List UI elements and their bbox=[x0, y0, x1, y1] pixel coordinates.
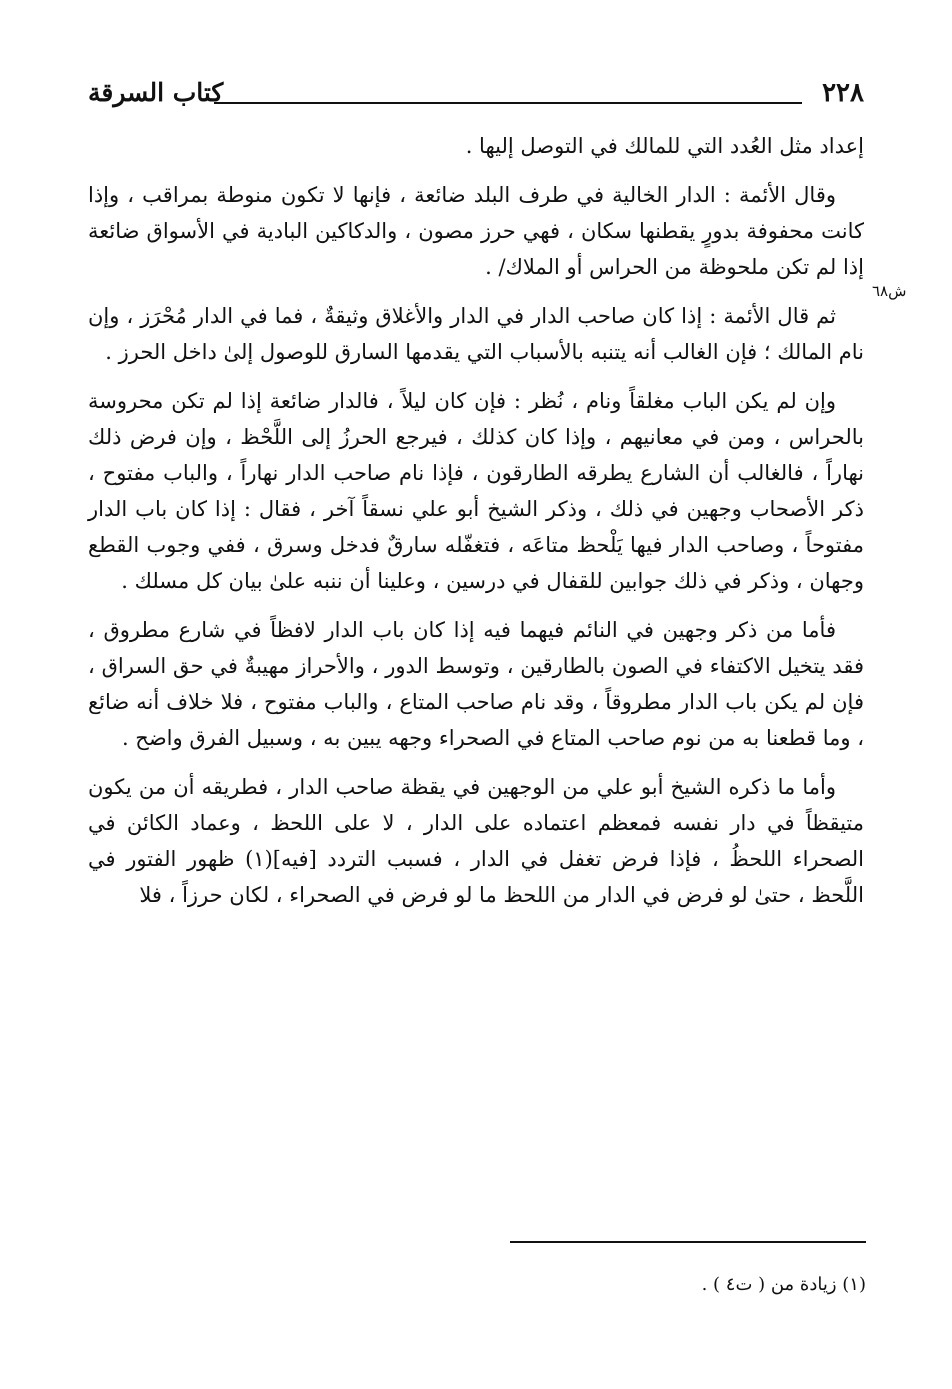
paragraph-2: وقال الأئمة : الدار الخالية في طرف البلد ضائعة ، فإنها لا تكون منوطة بمراقب ، وإذا كانت محفوفة بدورٍ يقطنها سكان ، فهي حرز مصون ، والدكاكين البادية في الأسواق ضائعة إذا لم تكن ملحوظة من الحراس أو الملاك/ . bbox=[88, 183, 864, 279]
margin-note: ش٦٨ bbox=[872, 282, 907, 300]
page-header bbox=[88, 78, 864, 118]
paragraph-4: وإن لم يكن الباب مغلقاً ونام ، نُظر : فإن كان ليلاً ، فالدار ضائعة إذا لم تكن محروسة بالحراس ، ومن في معانيهم ، وإذا كان كذلك ، فيرجع الحرزُ إلى اللَّحْظ ، وإن فرض ذلك نهاراً ، فالغالب أن الشارع يطرقه الطارقون ، فإذا نام صاحب الدار نهاراً ، والباب مفتوح ، ذكر الأصحاب وجهين في ذلك ، وذكر الشيخ أبو علي نسقاً آخر ، فقال : إذا كان باب الدار مفتوحاً ، وصاحب الدار فيها يَلْحظ متاعَه ، فتغفّله سارقٌ فدخل وسرق ، ففي وجوب القطع وجهان ، وذكر في ذلك جوابين للقفال في درسين ، وعلينا أن ننبه علىٰ بيان كل مسلك . bbox=[88, 389, 864, 593]
paragraph-5: فأما من ذكر وجهين في النائم فيهما فيه إذا كان باب الدار لافظاً في شارع مطروق ، فقد يتخيل الاكتفاء في الصون بالطارقين ، وتوسط الدور ، والأحراز مهيبةٌ في حق السراق ، فإن لم يكن باب الدار مطروقاً ، وقد نام صاحب المتاع ، والباب مفتوح ، فلا خلاف أنه ضائع ، وما قطعنا به من نوم صاحب المتاع في الصحراء وجهه يبين به ، وسبيل الفرق واضح . bbox=[88, 618, 864, 750]
footnote: (١) زيادة من ( ت٤ ) . bbox=[701, 1274, 866, 1295]
main-text bbox=[88, 128, 864, 926]
page-number: ٢٢٨ bbox=[822, 78, 864, 108]
paragraph-1: إعداد مثل العُدد التي للمالك في التوصل إليها . bbox=[465, 134, 864, 158]
header-rule bbox=[214, 102, 802, 104]
paragraph-6: وأما ما ذكره الشيخ أبو علي من الوجهين في يقظة صاحب الدار ، فطريقه أن من يكون متيقظاً في دار نفسه فمعظم اعتماده على الدار ، لا على اللحظ ، وعماد الكائن في الصحراء اللحظُ ، فإذا فرض تغفل في الدار ، فسبب التردد [فيه](١) ظهور الفتور في اللَّحظ ، حتىٰ لو فرض في الدار من اللحظ ما لو فرض في الصحراء ، لكان حرزاً ، فلا bbox=[88, 775, 865, 907]
paragraph-3: ثم قال الأئمة : إذا كان صاحب الدار في الدار والأغلاق وثيقةٌ ، فما في الدار مُحْرَز ، وإن نام المالك ؛ فإن الغالب أنه يتنبه بالأسباب التي يقدمها السارق للوصول إلىٰ داخل الحرز . bbox=[88, 304, 864, 364]
book-title: كتاب السرقة bbox=[88, 78, 224, 107]
footnote-rule bbox=[510, 1241, 866, 1243]
